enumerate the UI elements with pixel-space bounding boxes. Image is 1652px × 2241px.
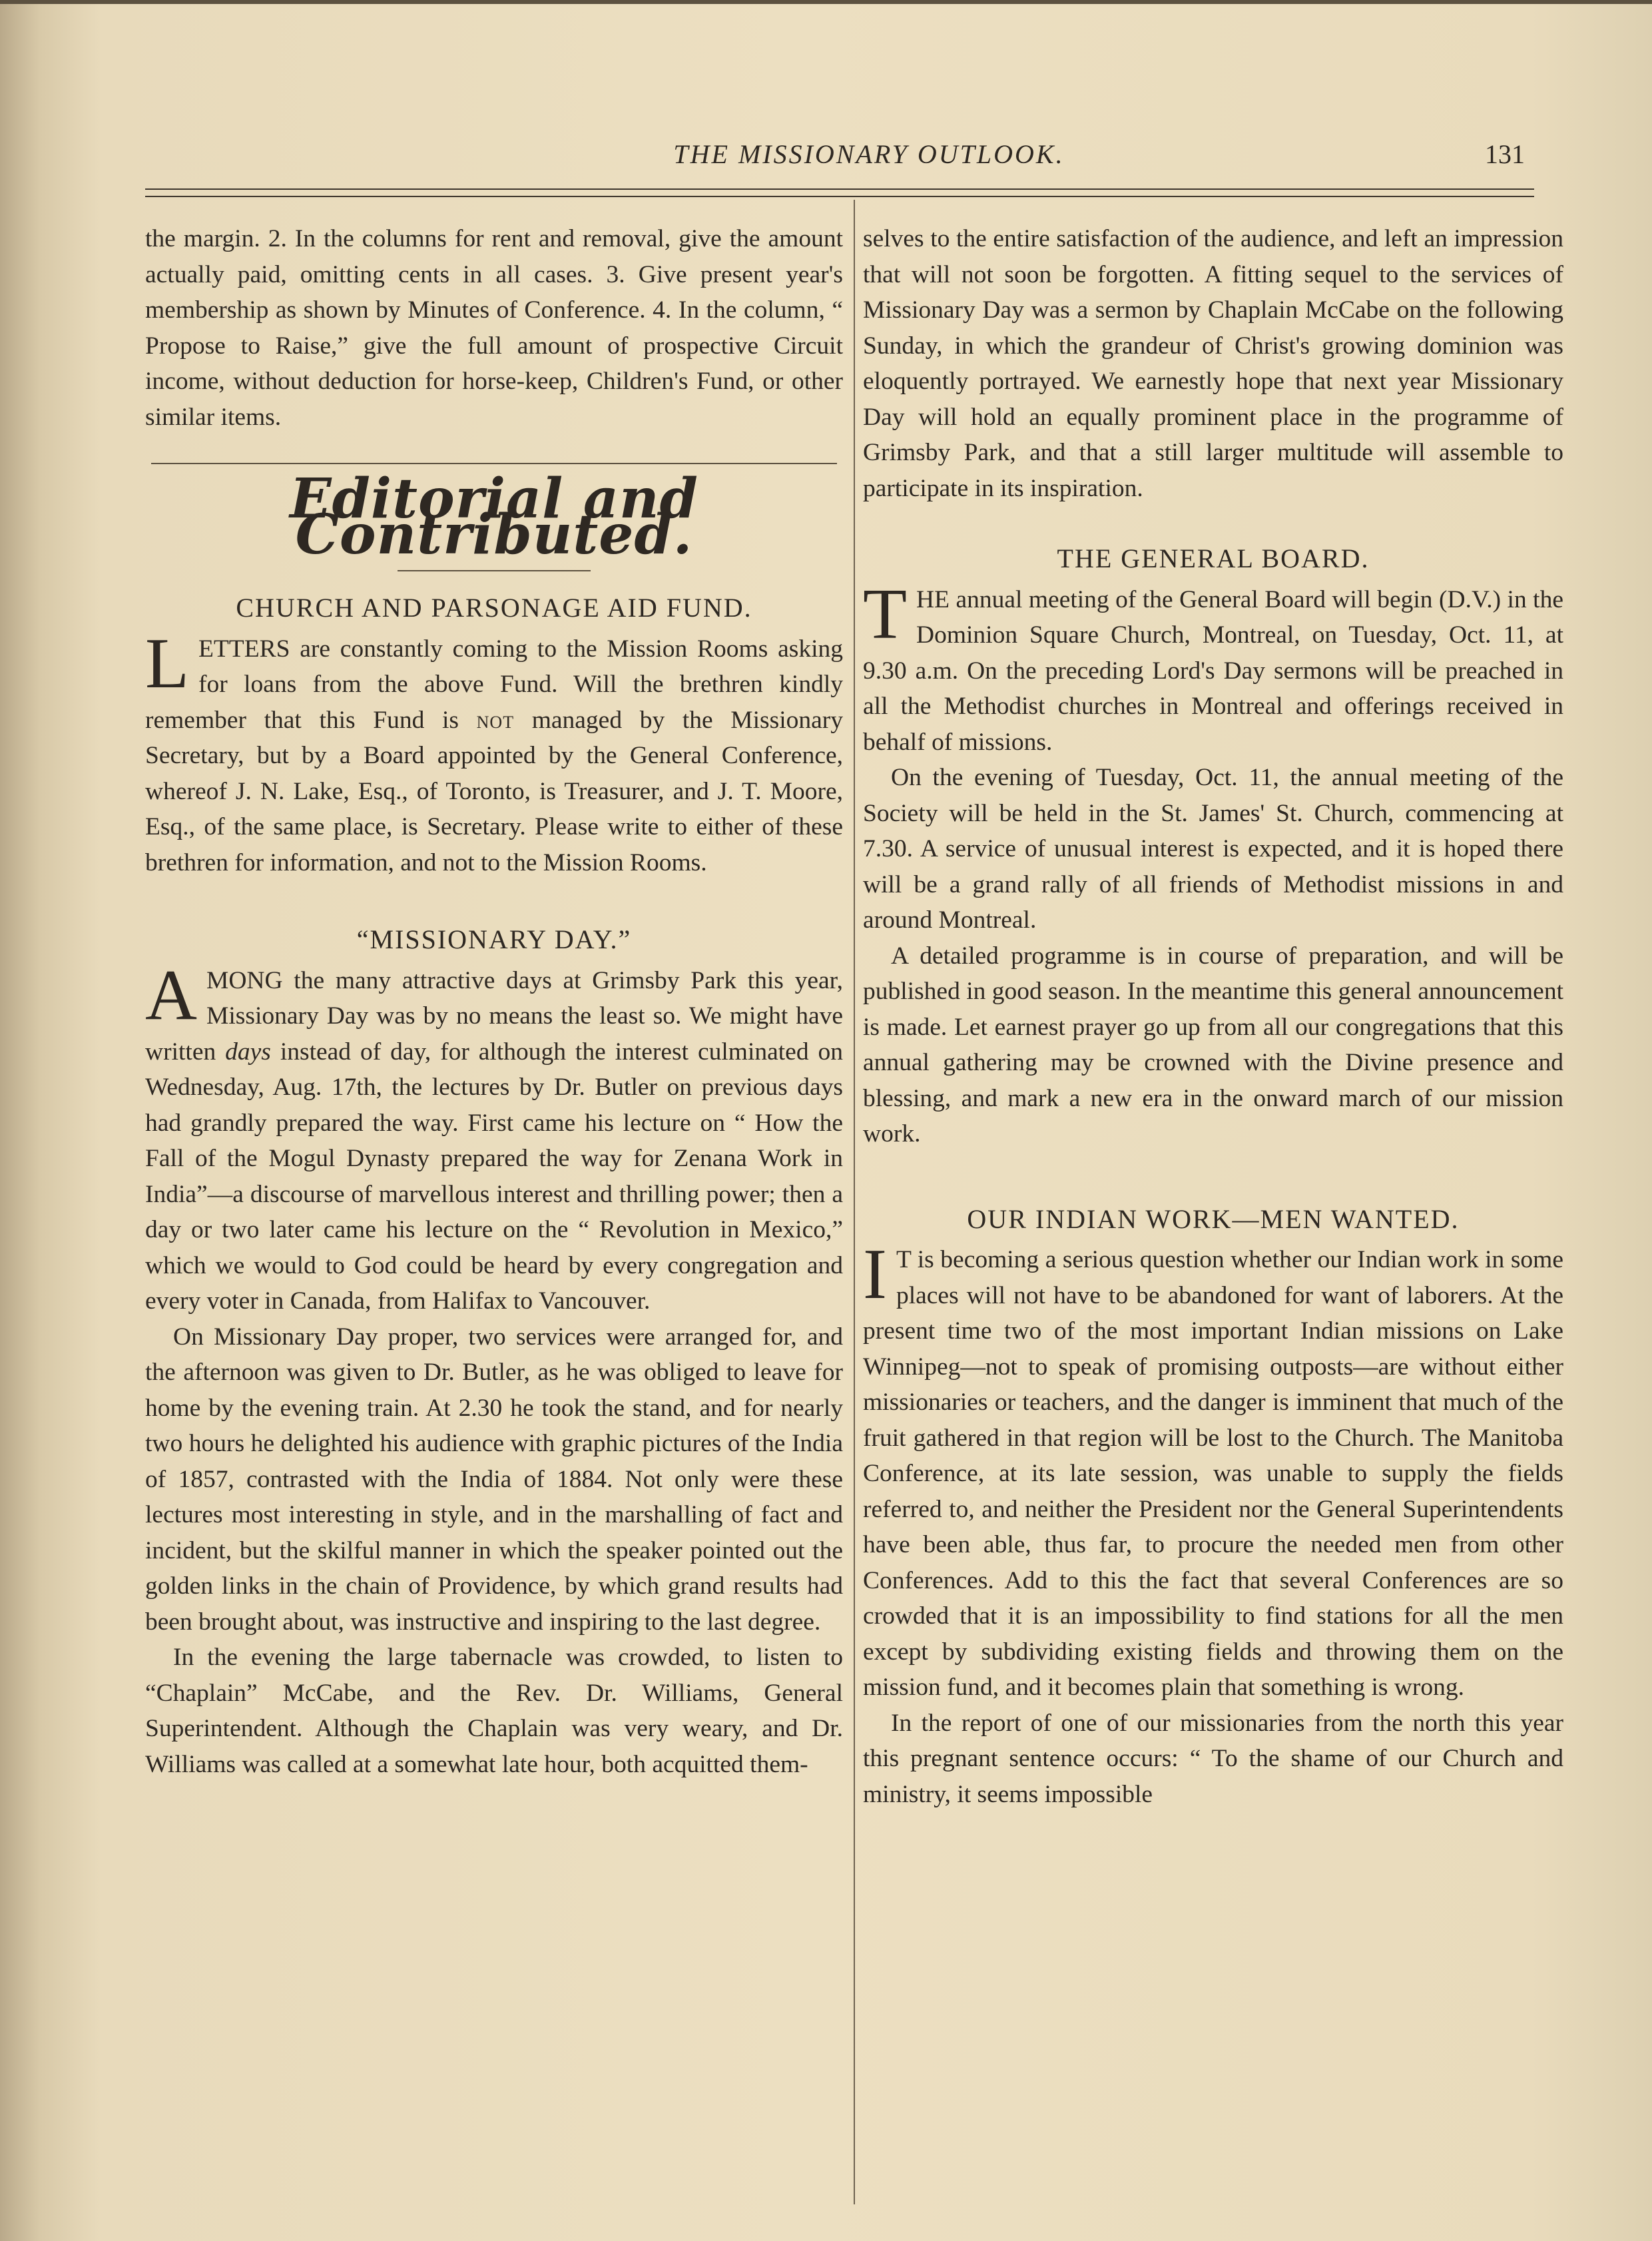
emphasis-not: not (476, 706, 515, 734)
church-aid-heading: CHURCH AND PARSONAGE AID FUND. (236, 593, 752, 623)
indian-work-paragraph-1: I T is becoming a serious question whether our Indian work in some places will not have to be abandoned for want of laborers. At the present time two of the most important Indian missions on Lake Winnipeg—not to speak of promising outposts—are without either missionaries or teachers, and the danger is imminent that much of the fruit gathered in that region will be lost to the Church. The Manitoba Conference, at its late session, was unable to supply the fields referred to, and neither the President nor the General Superintendents have been able, thus far, to procure the needed men from other Conferences. Add to this the fact that several Conferences are so crowded that it is an impossibility to find stations for all the men except by subdividing existing fields and throwing them on the mission fund, and it becomes plain that something is wrong. (863, 1235, 1563, 1701)
missionary-day-paragraph-2: On Missionary Day proper, two services were arranged for, and the afternoon was given to Dr. Butler, as he was obliged to leave for home by the evening train. At 2.30 he took the stand, and for nearly two hours he delighted his audience with graphic pictures of the India of 1857, contrasted with the India of 1884. Not only were these lectures most interesting in style, and in the marshalling of fact and incident, but the skilful manner in which the speaker pointed out the golden links in the chain of Providence, by which grand results had been brought about, was instructive and inspiring to the last degree. (145, 1323, 843, 1636)
section-title-underline (398, 570, 591, 571)
lead-word: MONG (206, 966, 283, 994)
drop-cap: I (863, 1235, 887, 1314)
right-column (863, 221, 1563, 1812)
continuation-paragraph: selves to the entire satisfaction of the audience, and left an impression that will not soon be forgotten. A fitting sequel to the services of Missionary Day was a sermon by Chaplain McCabe on the following Sunday, in which the grandeur of Christ's growing dominion was eloquently portrayed. We earnestly hope that next year Missionary Day will hold an equally prominent place in the programme of Grimsby Park, and that a still larger multitude will assemble to participate in its inspiration. (863, 225, 1563, 502)
top-edge-rule (0, 0, 1652, 4)
general-board-paragraph-2: On the evening of Tuesday, Oct. 11, the annual meeting of the Society will be held in the St. James' St. Church, commencing at 7.30. A service of unusual interest is expected, and it is hoped there will be a grand rally of all friends of Methodist missions in and around Montreal. (863, 764, 1563, 934)
general-board-paragraph-1: THE annual meeting of the General Board will begin (D.V.) in the Dominion Square Church, Montreal, on Tuesday, Oct. 11, at 9.30 a.m. On the preceding Lord's Day sermons will be preached in all the Methodist churches in Montreal and offerings received in behalf of missions. (863, 574, 1563, 756)
lead-word: ETTERS (198, 635, 290, 663)
column-divider (854, 200, 855, 2204)
italic-days: days (225, 1038, 271, 1066)
section-rule (151, 463, 837, 464)
section-title: Editorial and Contributed. (290, 467, 698, 567)
general-board-paragraph-3: A detailed programme is in course of preparation, and will be published in good season. In the meantime this general announcement is made. Let earnest prayer go up from all our congregations that this annual gathering may be crowned with the Divine presence and blessing, and mark a new era in the onward march of our mission work. (863, 942, 1563, 1147)
lead-word: HE (916, 585, 950, 613)
running-title: THE MISSIONARY OUTLOOK. (673, 139, 1065, 169)
intro-paragraph: the margin. 2. In the columns for rent and removal, give the amount actually paid, omitting cents in all cases. 3. Give present year's membership as shown by Minutes of Conference. 4. In the column, “ Propose to Raise,” give the full amount of prospective Circuit income, without deduction for horse-keep, Children's Fund, or other similar items. (145, 225, 843, 431)
missionary-day-heading: “MISSIONARY DAY.” (356, 924, 632, 954)
drop-cap: T (863, 574, 907, 654)
page-number: 131 (1485, 139, 1525, 169)
header-rule-top (145, 188, 1534, 190)
church-aid-paragraph: LETTERS are constantly coming to the Mission Rooms asking for loans from the above Fund. Will the brethren kindly remember that this Fund is not managed by the Missionary Secretary, but by a Board appointed by the General Conference, whereof J. N. Lake, Esq., of Toronto, is Treasurer, and J. T. Moore, Esq., of the same place, is Secretary. Please write to either of these brethren for information, and not to the Mission Rooms. (145, 623, 844, 876)
header-rule-bottom (145, 196, 1534, 197)
indian-work-heading: OUR INDIAN WORK—MEN WANTED. (967, 1203, 1460, 1234)
general-board-heading: THE GENERAL BOARD. (1057, 543, 1370, 573)
missionary-day-paragraph-1: AMONG the many attractive days at Grimsby Park this year, Missionary Day was by no means the least so. We might have written days instead of day, for although the interest culminated on Wednesday, Aug. 17th, the lectures by Dr. Butler on previous days had grandly prepared the way. First came his lecture on “ How the Fall of the Mogul Dynasty prepared the way for Zenana Work in India”—a discourse of marvellous interest and thrilling power; then a day or two later came his lecture on the “ Revolution in Mexico,” which we would to God could be heard by every congregation and every voter in Canada, from Halifax to Vancouver. (145, 955, 843, 1315)
drop-cap: A (145, 955, 197, 1035)
drop-cap: L (145, 623, 189, 703)
indian-work-paragraph-2: In the report of one of our missionaries from the north this year this pregnant sentence occurs: “ To the shame of our Church and ministry, it seems impossible (863, 1709, 1563, 1808)
left-column (145, 221, 843, 1782)
missionary-day-paragraph-3: In the evening the large tabernacle was crowded, to listen to “Chaplain” McCabe, and the Rev. Dr. Williams, General Superintendent. Although the Chaplain was very weary, and Dr. Williams was called at a somewhat late hour, both acquitted them- (145, 1644, 843, 1778)
